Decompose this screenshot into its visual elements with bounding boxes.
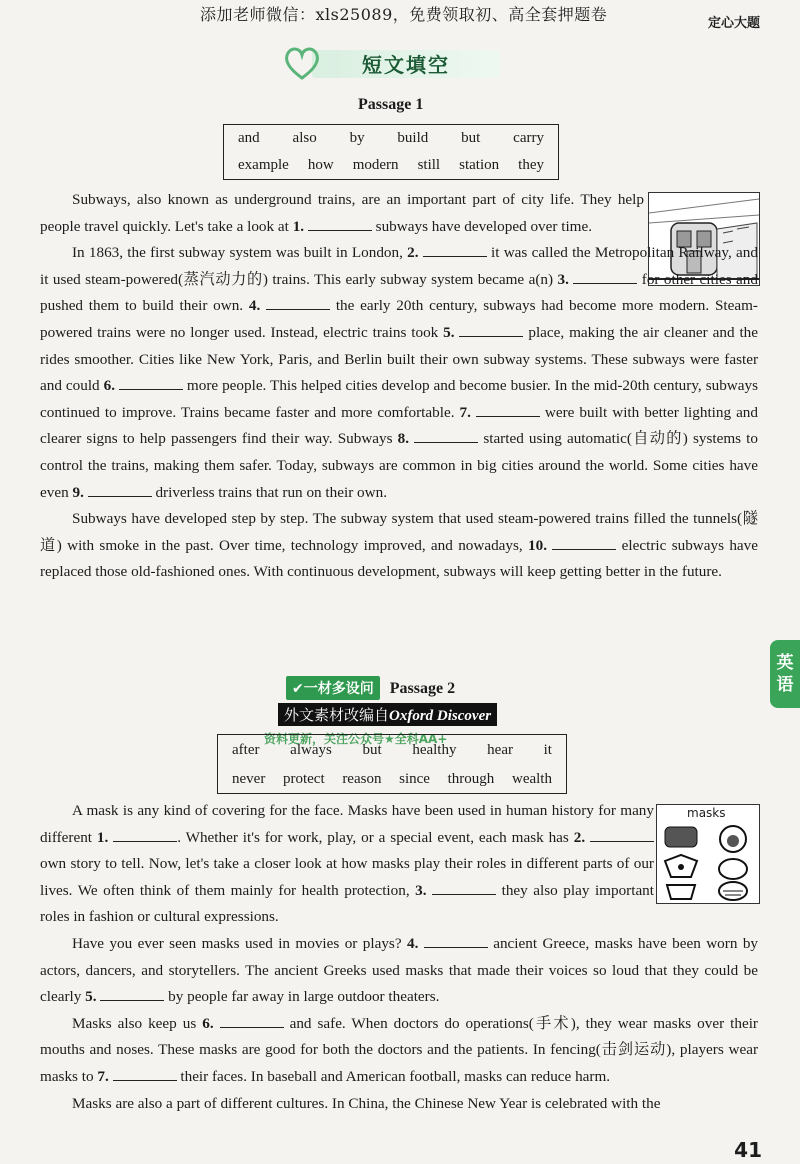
- blank-6[interactable]: [119, 375, 183, 390]
- blank-p2-6[interactable]: [220, 1013, 284, 1028]
- header-notice: 添加老师微信：xls25089，免费领取初、高全套押题卷: [200, 5, 608, 24]
- word-bank-item: how: [307, 157, 334, 173]
- masks-image-label: masks: [687, 806, 726, 820]
- passage2-paragraph: A mask is any kind of covering for the face. Masks have been used in human history for many different 1. . Whether it's for work, play, or a special event, each mask has 2. own story to tell. Now, let's take a closer look at how masks play their roles in different parts of our lives. We often think of them mainly for health protection, 3. they also play important roles in fashion or cultural expressions.: [40, 802, 654, 926]
- word-bank-item: they: [518, 157, 544, 173]
- blank-p2-3[interactable]: [432, 880, 496, 895]
- blank-8[interactable]: [414, 428, 478, 443]
- word-bank-item: through: [447, 770, 495, 787]
- blank-p2-5[interactable]: [100, 986, 164, 1001]
- heart-icon: [282, 44, 322, 82]
- passage2-word-bank: [217, 734, 567, 794]
- word-bank-item: always: [290, 741, 332, 758]
- passage2-header: [286, 676, 455, 700]
- word-bank-item: by: [349, 130, 365, 146]
- blank-p2-4[interactable]: [424, 933, 488, 948]
- word-bank-item: build: [397, 130, 429, 146]
- word-bank-item: hear: [487, 741, 513, 758]
- word-bank-item: but: [461, 130, 481, 146]
- word-bank-item: station: [459, 157, 500, 173]
- passage1-title: Passage 1: [358, 96, 424, 113]
- passage1-paragraph: Subways have developed step by step. The subway system that used steam-powered trains filled the tunnels(隧道) with smoke in the past. Over time, technology improved, and nowadays, 10. electric subways have replaced those old-fashioned ones. With continuous development, subways will keep getting better in the future.: [40, 510, 758, 581]
- word-bank-item: reason: [342, 770, 382, 787]
- blank-10[interactable]: [552, 535, 616, 550]
- passage2-paragraph: Have you ever seen masks used in movies or plays? 4. ancient Greece, masks have been worn by actors, dancers, and storytellers. The ancient Greeks used masks that made their voices so loud that they could be clearly 5. by people far away in large outdoor theaters.: [40, 934, 759, 1006]
- word-bank-item: since: [399, 770, 430, 787]
- word-bank-item: after: [232, 741, 260, 758]
- passage2-text: [40, 798, 758, 1117]
- word-bank-item: healthy: [412, 741, 457, 758]
- word-bank-row: [224, 125, 558, 152]
- word-bank-item: still: [417, 157, 441, 173]
- blank-1[interactable]: [308, 216, 372, 231]
- blank-4[interactable]: [266, 295, 330, 310]
- passage1-word-bank: [223, 124, 559, 180]
- passage2-title: Passage 2: [389, 680, 456, 697]
- word-bank-item: example: [238, 157, 289, 173]
- word-bank-row: [218, 765, 566, 793]
- word-bank-item: modern: [352, 157, 399, 173]
- series-title: 定心大题: [707, 16, 760, 31]
- blank-7[interactable]: [476, 402, 540, 417]
- section-title: 短文填空: [362, 53, 450, 77]
- passage1-paragraph: Subways, also known as underground trains, are an important part of city life. They help people travel quickly. Let's take a look at 1. subways have developed over time.: [40, 191, 644, 235]
- word-bank-row: [218, 735, 566, 765]
- word-bank-row: [224, 152, 558, 179]
- word-bank-item: protect: [282, 770, 325, 787]
- passage2-paragraph: Masks are also a part of different cultures. In China, the Chinese New Year is celebrated with the: [72, 1094, 661, 1112]
- word-bank-item: also: [292, 130, 317, 146]
- blank-p2-7[interactable]: [113, 1066, 177, 1081]
- section-banner: [282, 44, 500, 82]
- multi-question-tag: ✔一材多设问: [286, 676, 380, 700]
- blank-5[interactable]: [459, 322, 523, 337]
- blank-p2-1[interactable]: [113, 827, 177, 842]
- blank-3[interactable]: [573, 269, 637, 284]
- word-bank-item: carry: [513, 130, 544, 146]
- word-bank-item: but: [362, 741, 382, 758]
- word-bank-item: and: [238, 130, 260, 146]
- watermark-text: 资料更新，关注公众号★全科AA+: [264, 732, 448, 746]
- blank-2[interactable]: [423, 242, 487, 257]
- word-bank-item: it: [543, 741, 552, 758]
- word-bank-item: never: [232, 770, 266, 787]
- source-tag: 外文素材改编自Oxford Discover: [278, 703, 497, 726]
- blank-9[interactable]: [88, 482, 152, 497]
- passage1-paragraph: In 1863, the first subway system was built in London, 2. it was called the Metropolitan Railway, and it used steam-powered(蒸汽动力的) trains. This early subway system became a(n) 3. for other cities and pushed them to build their own. 4. the early 20th century, subways had become more modern. Steam-powered trains were no longer used. Instead, electric trains took 5. place, making the air cleaner and the rides smoother. Cities like New York, Paris, and Berlin built their own subway systems. These subways were faster and could 6. more people. This helped cities develop and become busier. In the mid-20th century, subways continued to improve. Trains became faster and more comfortable. 7. were built with better lighting and clearer signs to help passengers find their way. Subways 8. started using automatic(自动的) systems to control the trains, making them safer. Today, subways are common in big cities around the world. Some cities have even 9. driverless trains that run on their own.: [40, 244, 758, 501]
- passage2-paragraph: Masks also keep us 6. and safe. When doctors do operations(手术), they wear masks over their mouths and noses. These masks are good for both the doctors and the patients. In fencing(击剑运动), players wear masks to 7. their faces. In baseball and American football, masks can reduce harm.: [40, 1014, 758, 1085]
- word-bank-item: wealth: [511, 770, 552, 787]
- blank-p2-2[interactable]: [590, 827, 654, 842]
- passage1-text: [40, 187, 758, 586]
- page-number: 41: [734, 1138, 762, 1162]
- subject-side-tab: 英 语: [770, 640, 800, 708]
